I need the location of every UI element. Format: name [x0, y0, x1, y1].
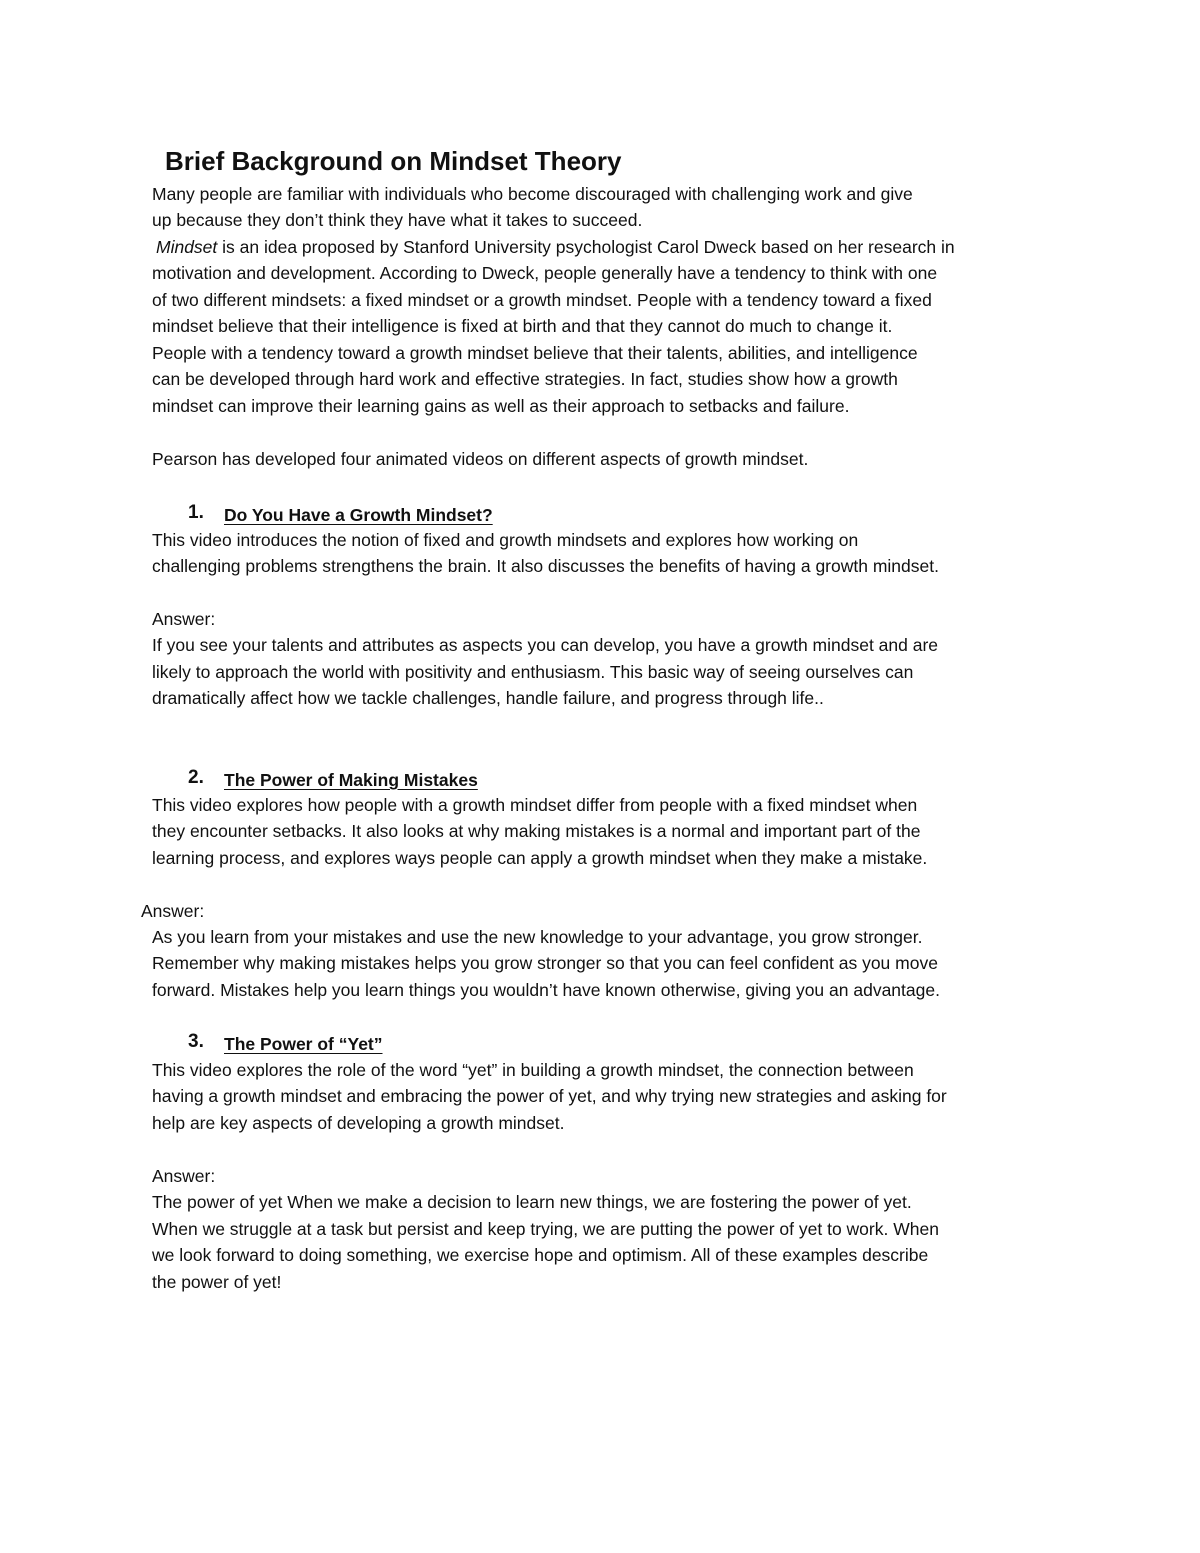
answer-line: likely to approach the world with positivity and enthusiasm. This basic way of seeing ourselves can: [152, 662, 914, 682]
intro-line: People with a tendency toward a growth mindset believe that their talents, abilities, and intelligence: [152, 343, 918, 363]
intro-line: mindset can improve their learning gains as well as their approach to setbacks and failure.: [152, 396, 850, 416]
answer-label: Answer:: [152, 1166, 216, 1186]
intro-line: mindset believe that their intelligence is fixed at birth and that they cannot do much to change it.: [152, 316, 893, 336]
answer-line: When we struggle at a task but persist and keep trying, we are putting the power of yet to work. When: [152, 1219, 939, 1239]
answer-line: the power of yet!: [152, 1272, 282, 1292]
intro-line: up because they don’t think they have what it takes to succeed.: [152, 210, 643, 230]
section-number: 3.: [188, 1031, 204, 1052]
intro-line-rest: is an idea proposed by Stanford University psychologist Carol Dweck based on her research in: [217, 237, 955, 257]
section-title: The Power of Making Mistakes: [224, 770, 478, 790]
section-desc-line: This video explores how people with a growth mindset differ from people with a fixed mindset when: [152, 795, 918, 815]
section-number: 1.: [188, 502, 204, 523]
section-desc-line: This video introduces the notion of fixed and growth mindsets and explores how working on: [152, 530, 859, 550]
intro-line: Many people are familiar with individuals who become discouraged with challenging work and give: [152, 184, 913, 204]
answer-line: forward. Mistakes help you learn things you wouldn’t have known otherwise, giving you an advantage.: [152, 980, 940, 1000]
section-desc-line: they encounter setbacks. It also looks at why making mistakes is a normal and important part of the: [152, 821, 921, 841]
answer-label: Answer:: [152, 609, 216, 629]
section-desc-line: help are key aspects of developing a growth mindset.: [152, 1113, 565, 1133]
answer-label: Answer:: [141, 901, 205, 921]
intro-line: motivation and development. According to Dweck, people generally have a tendency to think with one: [152, 263, 938, 283]
section-title: Do You Have a Growth Mindset?: [224, 505, 493, 525]
section-desc-line: learning process, and explores ways people can apply a growth mindset when they make a mistake.: [152, 848, 928, 868]
answer-line: As you learn from your mistakes and use the new knowledge to your advantage, you grow stronger.: [152, 927, 923, 947]
intro-line: of two different mindsets: a fixed mindset or a growth mindset. People with a tendency toward a fixed: [152, 290, 932, 310]
answer-line: dramatically affect how we tackle challenges, handle failure, and progress through life..: [152, 688, 824, 708]
answer-line: The power of yet When we make a decision to learn new things, we are fostering the power of yet.: [152, 1192, 912, 1212]
pearson-line: Pearson has developed four animated videos on different aspects of growth mindset.: [152, 449, 809, 469]
answer-line: If you see your talents and attributes as aspects you can develop, you have a growth mindset and are: [152, 635, 939, 655]
intro-line: can be developed through hard work and effective strategies. In fact, studies show how a growth: [152, 369, 898, 389]
answer-line: Remember why making mistakes helps you grow stronger so that you can feel confident as you move: [152, 953, 938, 973]
section-desc-line: challenging problems strengthens the brain. It also discusses the benefits of having a growth mindset.: [152, 556, 939, 576]
intro-line: [156, 234, 955, 260]
section-desc-line: This video explores the role of the word “yet” in building a growth mindset, the connection between: [152, 1060, 914, 1080]
document-title: Brief Background on Mindset Theory: [165, 146, 622, 176]
section-desc-line: having a growth mindset and embracing the power of yet, and why trying new strategies and asking for: [152, 1086, 947, 1106]
section-title: The Power of “Yet”: [224, 1034, 383, 1054]
answer-line: we look forward to doing something, we exercise hope and optimism. All of these examples describe: [152, 1245, 929, 1265]
mindset-term: Mindset: [156, 237, 218, 257]
section-number: 2.: [188, 767, 204, 788]
